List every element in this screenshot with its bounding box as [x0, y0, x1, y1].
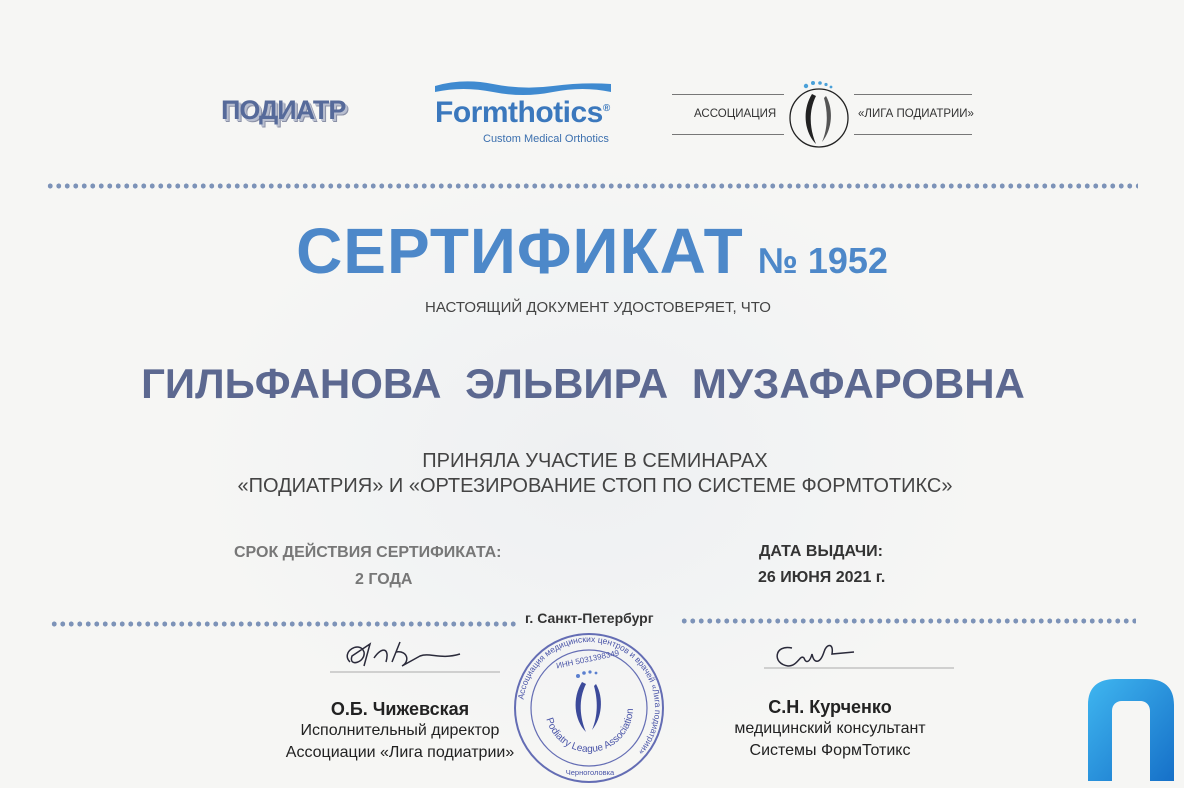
certificate-subtitle: НАСТОЯЩИЙ ДОКУМЕНТ УДОСТОВЕРЯЕТ, ЧТО	[425, 299, 771, 316]
left-signature-icon	[330, 632, 530, 680]
podiatr-logo	[221, 90, 373, 130]
right-signature-icon	[764, 634, 954, 678]
liga-line-top-right	[854, 94, 972, 95]
podiatr-logo-text: ПОДИАТР	[221, 95, 346, 125]
stamp-inner-text: Podiatry League Association	[543, 708, 637, 756]
participation-line-1: ПРИНЯЛА УЧАСТИЕ В СЕМИНАРАХ	[422, 450, 768, 472]
svg-text:Ассоциация медицинских центров	[516, 634, 663, 757]
validity-value: 2 ГОДА	[355, 571, 413, 588]
left-signatory-role: Исполнительный директор	[300, 722, 500, 739]
issue-date-label: ДАТА ВЫДАЧИ:	[759, 543, 883, 560]
left-signatory-organization: Ассоциации «Лига подиатрии»	[285, 744, 515, 761]
left-signatory-name: О.Б. Чижевская	[330, 699, 470, 719]
right-signatory-organization: Системы ФормТотикс	[749, 742, 911, 759]
stamp-city: Черноголовка	[565, 768, 615, 777]
right-signatory-name: С.Н. Курченко	[768, 697, 892, 717]
svg-text:Podiatry League Association	[543, 708, 636, 755]
stamp-inn: ИНН 5031398349	[555, 648, 620, 671]
liga-line-bottom-right	[854, 134, 972, 135]
formthotics-name: Formthotics®	[435, 96, 610, 129]
stamp-foot-icon	[576, 670, 601, 732]
liga-line-bottom-left	[672, 134, 784, 135]
liga-podiatrii-logo	[672, 80, 972, 152]
association-stamp	[508, 632, 670, 784]
recipient-name: ГИЛЬФАНОВА ЭЛЬВИРА МУЗАФАРОВНА	[141, 360, 1025, 407]
issue-date-value: 26 ИЮНЯ 2021 г.	[758, 569, 886, 586]
left-signatory	[255, 698, 545, 764]
participation-line-2: «ПОДИАТРИЯ» И «ОРТЕЗИРОВАНИЕ СТОП ПО СИСТЕМЕ ФОРМТОТИКС»	[237, 475, 953, 497]
certificate-title-text: СЕРТИФИКАТ	[296, 215, 744, 287]
formthotics-logo	[433, 76, 613, 148]
validity-label: СРОК ДЕЙСТВИЯ СЕРТИФИКАТА:	[234, 544, 502, 561]
bottom-dotted-divider-right	[680, 618, 1136, 624]
corner-brand-icon	[1088, 679, 1174, 781]
liga-right-text: «ЛИГА ПОДИАТРИИ»	[858, 108, 974, 120]
certificate-title	[0, 214, 1184, 288]
participation-text	[0, 449, 1184, 499]
issue-city: г. Санкт-Петербург	[525, 610, 654, 626]
right-signatory-role: медицинский консультант	[734, 720, 926, 737]
bottom-dotted-divider-left	[50, 621, 518, 627]
liga-left-text: АССОЦИАЦИЯ	[694, 108, 777, 120]
top-dotted-divider	[46, 183, 1138, 189]
certificate-number: № 1952	[757, 240, 888, 281]
liga-foot-icon	[786, 80, 852, 150]
liga-line-top-left	[672, 94, 784, 95]
right-signatory	[700, 696, 960, 762]
formthotics-tagline: Custom Medical Orthotics	[483, 133, 609, 145]
stamp-outer-text: Ассоциация медицинских центров и врачей «Лига подиатрии»	[515, 633, 664, 758]
